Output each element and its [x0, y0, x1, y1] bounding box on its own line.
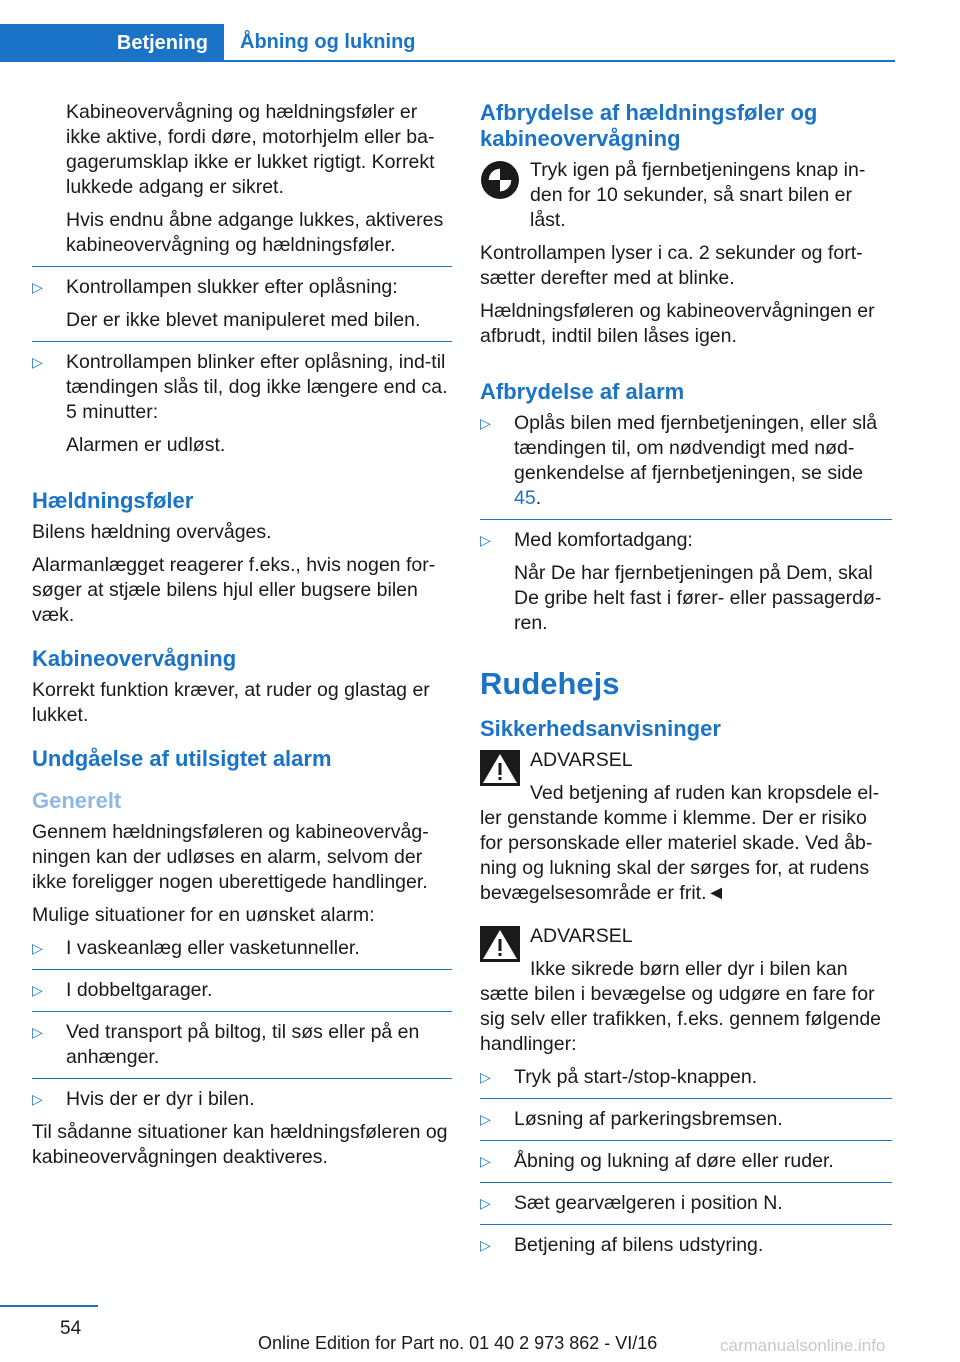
- divider: [32, 266, 452, 267]
- paragraph: Hældningsføleren og kabineovervågningen er afbrudt, indtil bilen låses igen.: [480, 300, 875, 347]
- section-heading: Sikkerhedsanvisninger: [480, 716, 721, 741]
- edition-note: Online Edition for Part no. 01 40 2 973 862 - VI/16: [258, 1333, 658, 1353]
- list-item: [480, 1065, 892, 1090]
- divider: [480, 519, 892, 520]
- list-item-text: Tryk på start-/stop-knappen.: [514, 1066, 758, 1088]
- section-heading: Kabineovervågning: [32, 646, 237, 671]
- divider: [480, 1224, 892, 1225]
- list-item: ▷ Oplås bilen med fjernbetjeningen, eller slå tændingen til, om nødvendigt med nød-genkendelse af fjernbetjeningen, se side 45.: [480, 412, 878, 509]
- list-item-text: Sæt gearvælgeren i position N.: [514, 1192, 783, 1214]
- page-header: [0, 24, 895, 62]
- page-link[interactable]: 45: [514, 487, 536, 509]
- list-item: [480, 1149, 892, 1174]
- triangle-bullet-icon: ▷: [480, 1195, 491, 1211]
- warning-icon: [480, 750, 520, 793]
- list-item-text: I dobbeltgarager.: [66, 979, 213, 1001]
- paragraph: Kontrollampen lyser i ca. 2 sekunder og fort-sætter derefter med at blinke.: [480, 242, 863, 289]
- list-item-text: Løsning af parkeringsbremsen.: [514, 1108, 783, 1130]
- paragraph: Alarmanlægget reagerer f.eks., hvis nogen for-søger at stjæle bilens hjul eller bugsere bilen væk.: [32, 554, 436, 626]
- list-item-text: Oplås bilen med fjernbetjeningen, eller slå tændingen til, om nødvendigt med nød-genkendelse af fjernbetjeningen, se side: [514, 412, 878, 484]
- footer-rule: [0, 1305, 98, 1307]
- list-item: [32, 350, 452, 425]
- list-item: [32, 978, 452, 1003]
- section-heading: Afbrydelse af hældningsføler og kabineovervågning: [480, 100, 818, 151]
- warning-icon: [480, 926, 520, 969]
- list-item-text: Åbning og lukning af døre eller ruder.: [514, 1150, 834, 1172]
- divider: [32, 341, 452, 342]
- paragraph: Der er ikke blevet manipuleret med bilen.: [66, 309, 421, 331]
- list-item: [480, 1233, 892, 1258]
- list-item: [32, 1020, 452, 1070]
- divider: [480, 1140, 892, 1141]
- paragraph: Korrekt funktion kræver, at ruder og glastag er lukket.: [32, 679, 430, 726]
- paragraph: Mulige situationer for en uønsket alarm:: [32, 904, 375, 926]
- list-item-text: Kontrollampen blinker efter oplåsning, ind-til tændingen slås til, dog ikke længere end ca. 5 minutter:: [66, 351, 448, 423]
- triangle-bullet-icon: ▷: [480, 1153, 491, 1169]
- section-tab: Betjening: [0, 24, 224, 62]
- section-heading: Afbrydelse af alarm: [480, 379, 685, 404]
- right-column: [480, 100, 892, 1266]
- divider: [32, 1011, 452, 1012]
- paragraph: Tryk igen på fjernbetjeningens knap in-den for 10 sekunder, så snart bilen er låst.: [530, 159, 866, 231]
- section-heading: Hældningsføler: [32, 488, 194, 513]
- chapter-heading: Rudehejs: [480, 666, 620, 701]
- list-item: [32, 275, 452, 300]
- left-column: [32, 100, 452, 1178]
- triangle-bullet-icon: ▷: [480, 532, 491, 548]
- triangle-bullet-icon: ▷: [480, 1069, 491, 1085]
- list-item: [32, 936, 452, 961]
- warning-title: ADVARSEL: [530, 749, 633, 771]
- list-item: [480, 1191, 892, 1216]
- paragraph: Alarmen er udløst.: [66, 434, 226, 456]
- subsection-heading: Generelt: [32, 788, 122, 813]
- remote-key-note: [480, 158, 892, 233]
- list-item: [32, 1087, 452, 1112]
- paragraph: Når De har fjernbetjeningen på Dem, skal De gribe helt fast i fører- eller passagerdø-ren.: [514, 562, 882, 634]
- list-item-text: Med komfortadgang:: [514, 529, 693, 551]
- triangle-bullet-icon: ▷: [480, 1237, 491, 1253]
- triangle-bullet-icon: ▷: [32, 982, 43, 998]
- divider: [32, 1078, 452, 1079]
- list-item-text: I vaskeanlæg eller vasketunneller.: [66, 937, 360, 959]
- warning-text: Ikke sikrede børn eller dyr i bilen kan sætte bilen i bevægelse og udgøre en fare for sig selv eller trafikken, f.eks. gennem følgende handlinger:: [480, 958, 882, 1055]
- paragraph: Kabineovervågning og hældningsføler er ikke aktive, fordi døre, motorhjelm eller ba-gagerumsklap ikke er lukket rigtigt. Korrekt lukkede adgang er sikret.: [66, 101, 435, 198]
- list-item-text: Hvis der er dyr i bilen.: [66, 1088, 255, 1110]
- chapter-tab: Åbning og lukning: [240, 30, 416, 53]
- warning-text: Ved betjening af ruden kan kropsdele el-ler genstande komme i klemme. Der er risiko for personskade eller materiel skade. Ved åb-ning og lukning skal der sørges for, at rudens bevægelsesområde er frit.◄: [480, 782, 880, 904]
- paragraph: Hvis endnu åbne adgange lukkes, aktiveres kabineovervågning og hældningsføler.: [66, 209, 444, 256]
- triangle-bullet-icon: ▷: [32, 354, 43, 370]
- triangle-bullet-icon: ▷: [32, 279, 43, 295]
- warning-title: ADVARSEL: [530, 925, 633, 947]
- divider: [480, 1098, 892, 1099]
- watermark: carmanualsonline.info: [720, 1336, 886, 1355]
- bmw-key-icon: [480, 160, 520, 207]
- paragraph: Bilens hældning overvåges.: [32, 521, 272, 543]
- triangle-bullet-icon: ▷: [32, 940, 43, 956]
- triangle-bullet-icon: ▷: [32, 1024, 43, 1040]
- header-rule: [224, 60, 895, 62]
- section-heading: Undgåelse af utilsigtet alarm: [32, 746, 332, 771]
- divider: [480, 1182, 892, 1183]
- list-item: [480, 528, 892, 553]
- warning-block: [480, 748, 892, 773]
- triangle-bullet-icon: ▷: [32, 1091, 43, 1107]
- divider: [32, 969, 452, 970]
- list-item-text: Kontrollampen slukker efter oplåsning:: [66, 276, 398, 298]
- triangle-bullet-icon: ▷: [480, 415, 491, 431]
- list-item-text: Betjening af bilens udstyring.: [514, 1234, 764, 1256]
- warning-block: [480, 924, 892, 949]
- paragraph: Gennem hældningsføleren og kabineovervåg-ningen kan der udløses en alarm, selvom der ikke foreligger nogen uberettigede handlinger.: [32, 821, 429, 893]
- list-item: [480, 1107, 892, 1132]
- paragraph: Til sådanne situationer kan hældningsføleren og kabineovervågningen deaktiveres.: [32, 1121, 448, 1168]
- list-item-text: Ved transport på biltog, til søs eller på en anhænger.: [66, 1021, 420, 1068]
- page-number: 54: [60, 1318, 82, 1339]
- triangle-bullet-icon: ▷: [480, 1111, 491, 1127]
